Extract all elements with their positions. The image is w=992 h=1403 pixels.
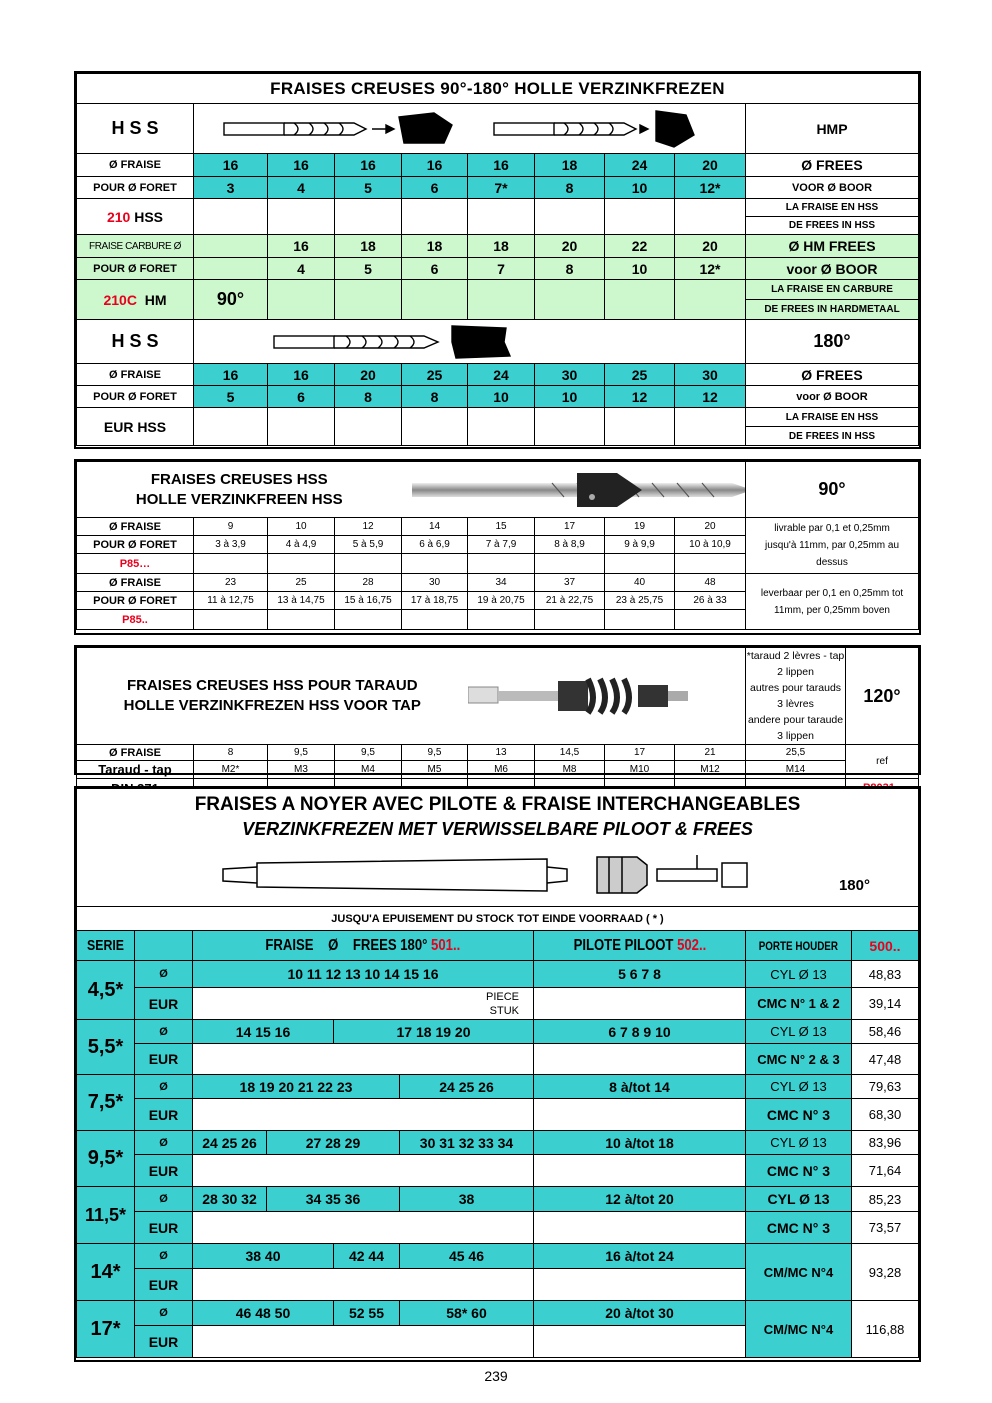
foret2-cell: 8 <box>335 386 402 408</box>
fraise-cell: 12 <box>335 518 402 536</box>
fraise-cell: 25,5 <box>746 745 846 761</box>
row-label-voor-boor-2: voor Ø BOOR <box>746 386 919 408</box>
header-porte-houder: PORTE HOUDER <box>746 931 852 961</box>
carb-foret-cell: 7 <box>468 258 535 280</box>
price-cell: 93,28 <box>852 1244 919 1301</box>
fraise-cell: 10 <box>268 518 335 536</box>
fraise-sizes: 24 25 26 <box>193 1131 267 1155</box>
holder-cyl: CYL Ø 13 <box>746 1131 852 1155</box>
serie-cell: 4,5* <box>77 961 135 1020</box>
foret-cell: 3 à 3,9 <box>194 536 268 554</box>
tap-cell: M14 <box>746 761 846 779</box>
fraise-sizes: 34 35 36 <box>267 1187 400 1212</box>
fraise-sizes: 10 11 12 13 10 14 15 16 <box>193 961 534 988</box>
fraise-cell: 28 <box>335 574 402 592</box>
note-livrable-fr: livrable par 0,1 et 0,25mm jusqu'à 11mm, par 0,25mm au dessus <box>746 518 919 574</box>
foret2-cell: 8 <box>402 386 468 408</box>
eur-label: EUR <box>135 1326 193 1358</box>
row-label-fraise: Ø FRAISE <box>77 745 194 761</box>
foret-cell: 21 à 22,75 <box>535 592 605 610</box>
serie-cell: 5,5* <box>77 1020 135 1075</box>
angle-120: 120° <box>846 648 919 745</box>
fraise-sizes: 45 46 <box>400 1244 534 1269</box>
section-title: FRAISES CREUSES HSS POUR TARAUD HOLLE VERZINKFREZEN HSS VOOR TAP <box>77 648 468 745</box>
fraise-cell: 20 <box>675 518 746 536</box>
carb-foret-cell: 12* <box>675 258 746 280</box>
foret2-cell: 10 <box>468 386 535 408</box>
fraise2-cell: 16 <box>194 364 268 386</box>
foret-cell: 10 à 10,9 <box>675 536 746 554</box>
fraise-cell: 9 <box>194 518 268 536</box>
price-cell: 39,14 <box>852 988 919 1020</box>
foret2-cell: 5 <box>194 386 268 408</box>
angle-90: 90° <box>746 462 919 518</box>
foret-cell: 11 à 12,75 <box>194 592 268 610</box>
row-label-boor: VOOR Ø BOOR <box>746 177 919 199</box>
ref-210c-hm: 210C HM <box>77 280 194 320</box>
holder-cmc: CMC N° 1 & 2 <box>746 988 852 1020</box>
price-cell: 48,83 <box>852 961 919 988</box>
angle-180: 180° <box>746 320 919 364</box>
foret-cell: 5 à 5,9 <box>335 536 402 554</box>
table-pilot-180 <box>76 788 919 1358</box>
pilot-countersink-icon <box>217 845 777 905</box>
note-la-fraise-hss: LA FRAISE EN HSS <box>746 199 919 217</box>
fraise-cell: 16 <box>194 154 268 177</box>
row-label-hm-frees: Ø HM FREES <box>746 235 919 258</box>
row-label-voor-boor: voor Ø BOOR <box>746 258 919 280</box>
foret-cell: 7* <box>468 177 535 199</box>
table-90-180 <box>76 73 919 446</box>
dia-label: Ø <box>135 1187 193 1212</box>
header-serie: SERIE <box>77 931 135 961</box>
pilot-sizes: 6 7 8 9 10 <box>534 1020 746 1044</box>
pilot-sizes: 20 à/tot 30 <box>534 1301 746 1326</box>
serie-cell: 17* <box>77 1301 135 1358</box>
fraise-sizes: 30 31 32 33 34 <box>400 1131 534 1155</box>
fraise-cell: 17 <box>535 518 605 536</box>
holder-cyl: CYL Ø 13 <box>746 1020 852 1044</box>
fraise-cell: 30 <box>402 574 468 592</box>
fraise-sizes: 27 28 29 <box>267 1131 400 1155</box>
fraise-cell: 23 <box>194 574 268 592</box>
fraise-cell: 17 <box>605 745 675 761</box>
holder-cmc: CMC N° 3 <box>746 1212 852 1244</box>
fraise-cell: 18 <box>535 154 605 177</box>
foret-cell: 7 à 7,9 <box>468 536 535 554</box>
serie-cell: 7,5* <box>77 1075 135 1131</box>
tool-illustration <box>402 462 746 518</box>
tap-cell: M12 <box>675 761 746 779</box>
piece-stuk: PIECE STUK <box>193 988 534 1020</box>
eur-label: EUR <box>135 1044 193 1075</box>
holder-cmc: CMC N° 3 <box>746 1099 852 1131</box>
fraise-sizes: 17 18 19 20 <box>334 1020 534 1044</box>
fraise-sizes: 46 48 50 <box>193 1301 334 1326</box>
fraise-cell: 14,5 <box>535 745 605 761</box>
foret-cell: 26 à 33 <box>675 592 746 610</box>
carb-cell: 18 <box>335 235 402 258</box>
carb-foret-cell: 10 <box>605 258 675 280</box>
ref-p85-2: P85.. <box>77 610 194 630</box>
tap-cell: M3 <box>268 761 335 779</box>
fraise-sizes: 24 25 26 <box>400 1075 534 1099</box>
ref-210-hss: 210 HSS <box>77 199 194 235</box>
note-la-fraise-hss-3: LA FRAISE EN HSS <box>746 408 919 427</box>
foret-cell: 8 à 8,9 <box>535 536 605 554</box>
section-title: FRAISES CREUSES HSS HOLLE VERZINKFREEN HSS <box>77 462 402 518</box>
foret-cell: 13 à 14,75 <box>268 592 335 610</box>
fraise2-cell: 30 <box>535 364 605 386</box>
section-hss-hollow-countersinks <box>74 459 921 635</box>
carb-cell: 16 <box>268 235 335 258</box>
dia-label: Ø <box>135 961 193 988</box>
fraise-cell: 21 <box>675 745 746 761</box>
row-label-frees-2: Ø FREES <box>746 364 919 386</box>
fraise-cell: 34 <box>468 574 535 592</box>
price-cell: 58,46 <box>852 1020 919 1044</box>
row-label-fraise-b: Ø FRAISE <box>77 574 194 592</box>
foret2-cell: 10 <box>535 386 605 408</box>
dia-label: Ø <box>135 1244 193 1269</box>
tap-cell: M6 <box>468 761 535 779</box>
fraise-cell: 40 <box>605 574 675 592</box>
carb-cell: 18 <box>402 235 468 258</box>
holder-cyl: CYL Ø 13 <box>746 1187 852 1212</box>
table-hss-90 <box>76 461 919 630</box>
price-cell: 85,23 <box>852 1187 919 1212</box>
row-label-frees: Ø FREES <box>746 154 919 177</box>
row-label-fraise-2: Ø FRAISE <box>77 364 194 386</box>
fraise-sizes: 14 15 16 <box>193 1020 334 1044</box>
header-500: 500.. <box>852 931 919 961</box>
note-la-fraise-carbure: LA FRAISE EN CARBURE <box>746 280 919 300</box>
carb-cell: 20 <box>535 235 605 258</box>
price-cell: 79,63 <box>852 1075 919 1099</box>
carb-cell: 22 <box>605 235 675 258</box>
dia-label: Ø <box>135 1301 193 1326</box>
pilot-sizes: 5 6 7 8 <box>534 961 746 988</box>
fraise-cell: 8 <box>194 745 268 761</box>
foret-cell: 6 à 6,9 <box>402 536 468 554</box>
row-label-fraise: Ø FRAISE <box>77 518 194 536</box>
section-pilot-countersinks <box>74 786 921 1362</box>
stock-notice: JUSQU'A EPUISEMENT DU STOCK TOT EINDE VOORRAAD ( * ) <box>77 907 919 931</box>
foret2-cell: 6 <box>268 386 335 408</box>
fraise-sizes: 38 <box>400 1187 534 1212</box>
row-label-foret: POUR Ø FORET <box>77 536 194 554</box>
note-taraud: *taraud 2 lèvres - tap 2 lippen autres pour tarauds 3 lèvres andere pour taraude 3 lippen <box>746 648 846 745</box>
tap-tool-illustration <box>468 648 746 745</box>
header-pilote: PILOTE PILOOT 502.. <box>534 931 746 961</box>
fraise-cell: 9,5 <box>402 745 468 761</box>
angle-90: 90° <box>194 280 268 320</box>
note-leverbaar-nl: leverbaar per 0,1 en 0,25mm tot 11mm, per 0,25mm boven <box>746 574 919 630</box>
countersink-tool-icon <box>402 467 746 513</box>
fraise-cell: 48 <box>675 574 746 592</box>
fraise-sizes: 38 40 <box>193 1244 334 1269</box>
note-de-frees-hm: DE FREES IN HARDMETAAL <box>746 300 919 320</box>
serie-cell: 14* <box>77 1244 135 1301</box>
holder-cmc: CMC N° 2 & 3 <box>746 1044 852 1075</box>
fraise-cell: 20 <box>675 154 746 177</box>
fraise-sizes: 58* 60 <box>400 1301 534 1326</box>
tap-cell: M5 <box>402 761 468 779</box>
pilot-sizes: 12 à/tot 20 <box>534 1187 746 1212</box>
fraise-cell: 25 <box>268 574 335 592</box>
fraise2-cell: 25 <box>402 364 468 386</box>
foret-cell: 6 <box>402 177 468 199</box>
row-label-foret-b: POUR Ø FORET <box>77 592 194 610</box>
row-label-foret: POUR Ø FORET <box>77 177 194 199</box>
fraise-cell: 9,5 <box>335 745 402 761</box>
section-title: FRAISES A NOYER AVEC PILOTE & FRAISE INTERCHANGEABLES <box>194 794 801 815</box>
eur-label: EUR <box>135 1099 193 1131</box>
row-label-fraise: Ø FRAISE <box>77 154 194 177</box>
hss-label-2: H S S <box>77 320 194 364</box>
section-tap-countersinks <box>74 645 921 775</box>
carb-foret-cell: 5 <box>335 258 402 280</box>
foret-cell: 19 à 20,75 <box>468 592 535 610</box>
foret-cell: 4 <box>268 177 335 199</box>
serie-cell: 9,5* <box>77 1131 135 1187</box>
title-block <box>77 789 919 907</box>
price-cell: 47,48 <box>852 1044 919 1075</box>
tap-cell: M10 <box>605 761 675 779</box>
eur-label: EUR <box>135 1155 193 1187</box>
foret-cell: 8 <box>535 177 605 199</box>
holder-cmc: CMC N° 3 <box>746 1155 852 1187</box>
fraise-cell: 37 <box>535 574 605 592</box>
fraise-sizes: 28 30 32 <box>193 1187 267 1212</box>
pilot-sizes: 8 à/tot 14 <box>534 1075 746 1099</box>
header-fraise: FRAISE Ø FREES 180° 501.. <box>193 931 534 961</box>
foret-cell: 23 à 25,75 <box>605 592 675 610</box>
holder-cyl: CYL Ø 13 <box>746 961 852 988</box>
eur-label: EUR <box>135 1212 193 1244</box>
section-hollow-countersinks-90-180 <box>74 71 921 449</box>
fraise2-cell: 24 <box>468 364 535 386</box>
foret-cell: 5 <box>335 177 402 199</box>
foret-cell: 10 <box>605 177 675 199</box>
carb-foret-cell: 8 <box>535 258 605 280</box>
fraise-cell: 16 <box>335 154 402 177</box>
page-number: 239 <box>484 1368 508 1384</box>
foret-cell: 3 <box>194 177 268 199</box>
fraise-sizes: 52 55 <box>334 1301 400 1326</box>
drill-180-icon <box>194 322 746 362</box>
countersink-drill-icon <box>194 107 746 151</box>
fraise-sizes: 18 19 20 21 22 23 <box>193 1075 400 1099</box>
fraise2-cell: 20 <box>335 364 402 386</box>
drill-illustration <box>194 104 746 154</box>
price-cell: 68,30 <box>852 1099 919 1131</box>
price-cell: 116,88 <box>852 1301 919 1358</box>
section-title: FRAISES CREUSES 90°-180° HOLLE VERZINKFREZEN <box>77 74 919 104</box>
hss-label: H S S <box>77 104 194 154</box>
fraise2-cell: 30 <box>675 364 746 386</box>
carb-cell: 20 <box>675 235 746 258</box>
fraise-cell: 9,5 <box>268 745 335 761</box>
carb-foret-cell: 4 <box>268 258 335 280</box>
ref-p85-1: P85… <box>77 554 194 574</box>
section-subtitle: VERZINKFREZEN MET VERWISSELBARE PILOOT & FREES <box>242 819 753 839</box>
fraise-cell: 24 <box>605 154 675 177</box>
fraise-cell: 15 <box>468 518 535 536</box>
fraise2-cell: 25 <box>605 364 675 386</box>
holder-cm-mc: CM/MC N°4 <box>746 1301 852 1358</box>
foret2-cell: 12 <box>675 386 746 408</box>
holder-cm-mc: CM/MC N°4 <box>746 1244 852 1301</box>
note-de-frees-hss-3: DE FREES IN HSS <box>746 427 919 446</box>
foret-cell: 12* <box>675 177 746 199</box>
foret-cell: 9 à 9,9 <box>605 536 675 554</box>
dia-label: Ø <box>135 1020 193 1044</box>
row-label-taraud: Taraud - tap <box>77 761 194 779</box>
row-label-carb-foret: POUR Ø FORET <box>77 258 194 280</box>
eur-label: EUR <box>135 988 193 1020</box>
carb-cell: 18 <box>468 235 535 258</box>
price-cell: 73,57 <box>852 1212 919 1244</box>
serie-cell: 11,5* <box>77 1187 135 1244</box>
row-label-foret-2: POUR Ø FORET <box>77 386 194 408</box>
dia-label: Ø <box>135 1131 193 1155</box>
note-de-frees-hss: DE FREES IN HSS <box>746 217 919 235</box>
tap-cell: M4 <box>335 761 402 779</box>
hmp-label: HMP <box>746 104 919 154</box>
fraise-cell: 14 <box>402 518 468 536</box>
foret-cell: 17 à 18,75 <box>402 592 468 610</box>
fraise-cell: 16 <box>402 154 468 177</box>
foret-cell: 15 à 16,75 <box>335 592 402 610</box>
fraise2-cell: 16 <box>268 364 335 386</box>
foret-cell: 4 à 4,9 <box>268 536 335 554</box>
holder-cyl: CYL Ø 13 <box>746 1075 852 1099</box>
tap-cell: M2* <box>194 761 268 779</box>
drill-illustration-180 <box>194 320 746 364</box>
price-cell: 71,64 <box>852 1155 919 1187</box>
ref-header: ref <box>846 745 919 779</box>
price-cell: 83,96 <box>852 1131 919 1155</box>
pilot-sizes: 16 à/tot 24 <box>534 1244 746 1269</box>
fraise-sizes: 42 44 <box>334 1244 400 1269</box>
foret2-cell: 12 <box>605 386 675 408</box>
tap-cell: M8 <box>535 761 605 779</box>
fraise-cell: 16 <box>268 154 335 177</box>
carb-foret-cell: 6 <box>402 258 468 280</box>
row-label-carbure: FRAISE CARBURE Ø <box>77 235 194 258</box>
tap-countersink-icon <box>468 673 738 719</box>
fraise-cell: 13 <box>468 745 535 761</box>
dia-label: Ø <box>135 1075 193 1099</box>
angle-180: 180° <box>838 877 870 894</box>
fraise-cell: 16 <box>468 154 535 177</box>
ref-eur-hss: EUR HSS <box>77 408 194 446</box>
fraise-cell: 19 <box>605 518 675 536</box>
pilot-sizes: 10 à/tot 18 <box>534 1131 746 1155</box>
eur-label: EUR <box>135 1269 193 1301</box>
